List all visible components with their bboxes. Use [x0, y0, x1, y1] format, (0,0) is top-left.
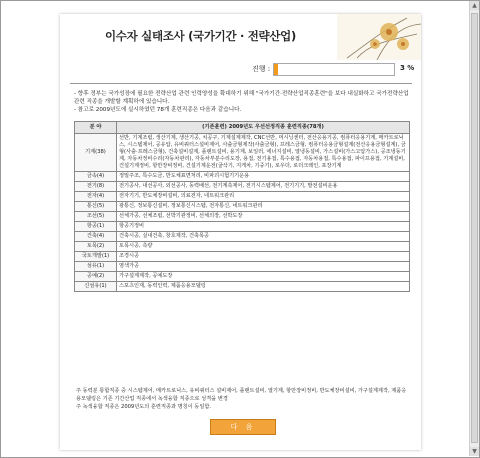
- footnote: 주 동력분 통합직종 중 시스템제어, 메카트로닉스, 유비쿼터스 설비제어, 플랜트설비, 열기계, 항만장비정비, 반도체장비설비, 가구설계제작, 제품응용모델링은 기존 기간산업 직종에서 녹색융합 직종으로 성격을 변경: [76, 388, 407, 402]
- row-category: 전기(8): [75, 182, 117, 192]
- row-category: 공예(2): [75, 272, 117, 282]
- footnotes: [76, 387, 410, 411]
- table-row: [75, 262, 410, 272]
- header-courses: (기존훈련) 2009년도 우선선정직종 훈련직종(78개): [117, 122, 410, 134]
- row-courses: 토목시공, 측량: [117, 242, 410, 252]
- table-row: [75, 182, 410, 192]
- table-row: [75, 134, 410, 172]
- header-category: 분 야: [75, 122, 117, 134]
- table-row: [75, 242, 410, 252]
- scroll-thumb[interactable]: [471, 13, 478, 443]
- scroll-down-arrow-icon[interactable]: ▼: [470, 447, 479, 456]
- progress-label: 진행 :: [252, 65, 271, 73]
- intro-paragraph: - 향후 정부는 국가성장에 필요한 전략산업 관련 인력양성을 확대하기 위해 "국가기간·전략산업직종훈련"을 보다 내실화하고 국가전략산업 관련 직종을 개발할 계획하에 있습니다.: [74, 91, 409, 105]
- row-courses: 선체가공, 선체조립, 선박기관정비, 선체의장, 선박도장: [117, 212, 410, 222]
- row-courses: 염색가공: [117, 262, 410, 272]
- row-category: 항공(1): [75, 222, 117, 232]
- progress-fill: [274, 64, 278, 75]
- intro-text: [74, 90, 410, 114]
- table-row: [75, 282, 410, 292]
- header: [60, 14, 421, 60]
- row-category: 토목(2): [75, 242, 117, 252]
- row-category: 기계(38): [75, 134, 117, 172]
- row-courses: 광통신, 정보통신설비, 정보통신시스템, 전자통신, 네트워크관리: [117, 202, 410, 212]
- table-row: [75, 272, 410, 282]
- table-row: [75, 252, 410, 262]
- table-row: [75, 212, 410, 222]
- row-category: 전자(4): [75, 192, 117, 202]
- page-title: 이수자 실태조사 (국가기간 · 전략산업): [105, 29, 296, 43]
- course-table: [74, 121, 410, 292]
- vertical-scrollbar[interactable]: [469, 1, 479, 456]
- row-category: 금속(4): [75, 172, 117, 182]
- table-row: [75, 222, 410, 232]
- survey-panel: [60, 14, 421, 450]
- row-category: 섬유(1): [75, 262, 117, 272]
- row-courses: 항공기정비: [117, 222, 410, 232]
- divider: [70, 83, 412, 84]
- row-courses: 가구설계제작, 공예도장: [117, 272, 410, 282]
- row-courses: 조경시공: [117, 252, 410, 262]
- row-courses: 전기공사, 내선공사, 외선공사, 동력배선, 전기계측제어, 전기시스템제어, 전기기기, 발전설비운용: [117, 182, 410, 192]
- row-category: 통신(5): [75, 202, 117, 212]
- intro-paragraph: - 참고로 2009년도에 실시하였던 78개 훈련직종은 다음과 같습니다.: [74, 107, 242, 113]
- footnote: 주 녹색융합 직종은 2009년도의 훈련직종과 명칭이 동일함.: [76, 404, 211, 410]
- row-courses: 선반, 기계조립, 생산기계, 생산기공, 치공구, 기계설계제작, CNC선반, 머시닝센터, 전산응용기공, 컴퓨터응용기계, 메카트로닉스, 시스템제어, 공유압, 유비쿼터스설비제어, 사출금형제작(사출금형), 프레스금형, 컴퓨터응용금형설계(전산응용금형설계), 금형(사출·프레스금형), 건축설비설계, 플랜트설비, 용기계, 보일러, 에너지설비, 열냉동설비, 가스설비(가스고압가스), 공조냉동기계, 자동차정비수리(자동차관리), 자동차부분수리도장, 용접, 전기용접, 특수용접, 자동차용접, 특수용접, 파이프용접, 기계설비, 건설기계정비, 항만장비정비, 건설기계운전(굴삭기, 지게차, 기중기), 로우더, 로더크레인, 포장기계: [117, 134, 410, 172]
- next-button[interactable]: 다 음: [210, 419, 276, 435]
- progress-bar: [273, 63, 395, 76]
- row-category: 신섬유(1): [75, 282, 117, 292]
- table-row: [75, 192, 410, 202]
- row-courses: 건축시공, 실내건축, 창호제작, 건축목공: [117, 232, 410, 242]
- row-category: 건축(4): [75, 232, 117, 242]
- table-row: [75, 172, 410, 182]
- row-courses: 정밀주조, 특수도금, 반도체표면처리, 비파괴시험기기운용: [117, 172, 410, 182]
- table-row: [75, 202, 410, 212]
- scroll-up-arrow-icon[interactable]: ▲: [470, 1, 479, 10]
- row-courses: 전자기기, 반도체장비설비, 의료전자, 네트워크관리: [117, 192, 410, 202]
- row-category: 조선(5): [75, 212, 117, 222]
- table-body: [75, 134, 410, 292]
- progress-percent: 3 %: [400, 64, 415, 72]
- table-header-row: [75, 122, 410, 134]
- table-row: [75, 232, 410, 242]
- progress-row: [60, 62, 421, 78]
- flower-decoration-icon: [337, 14, 421, 60]
- row-courses: 스포츠인재, 동력인력, 제품응용모델링: [117, 282, 410, 292]
- row-category: 국토개발(1): [75, 252, 117, 262]
